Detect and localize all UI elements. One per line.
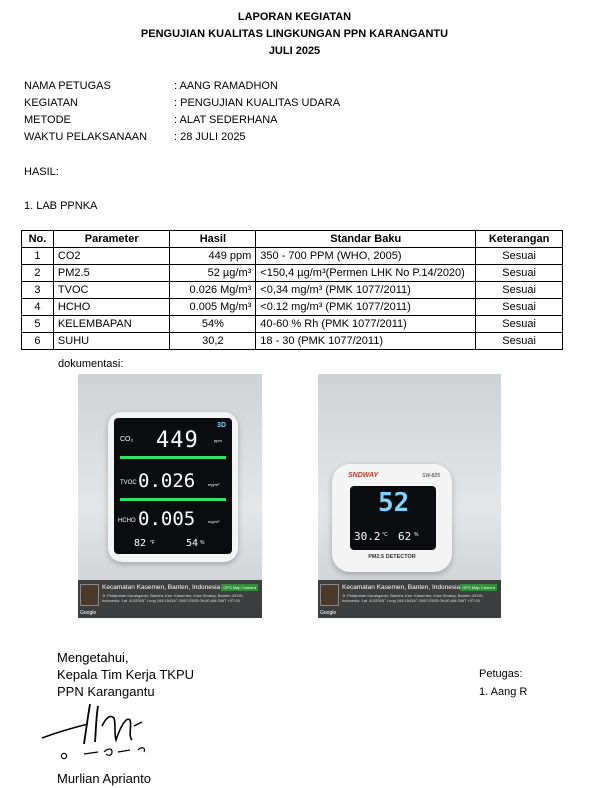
officer-label: NAMA PETUGAS: [24, 80, 111, 92]
co2-level-bar: [120, 456, 226, 459]
cell-no: 6: [22, 333, 54, 350]
cell-hasil: 0.005 Mg/m³: [170, 299, 256, 316]
table-row: [22, 248, 563, 265]
tvoc-unit: mg/m³: [208, 482, 220, 487]
cell-no: 3: [22, 282, 54, 299]
pm25-screen: [350, 486, 436, 550]
officer-sign-name: 1. Aang R: [479, 686, 528, 698]
temp-reading: 82: [134, 538, 147, 549]
results-table: [21, 230, 563, 350]
co2-unit: ppm: [214, 438, 222, 443]
header-keterangan: Keterangan: [476, 231, 563, 248]
gps-overlay: [318, 580, 501, 618]
temp-reading-2: 30.2: [354, 530, 381, 543]
table-row: [22, 299, 563, 316]
cell-standar: 18 - 30 (PMK 1077/2011): [256, 333, 476, 350]
handwritten-signature: [38, 696, 158, 762]
header-hasil: Hasil: [170, 231, 256, 248]
date-label: WAKTU PELAKSANAAN: [24, 131, 148, 143]
approver-office: PPN Karangantu: [57, 684, 155, 699]
cell-no: 1: [22, 248, 54, 265]
cell-keterangan: Sesuai: [476, 299, 563, 316]
cell-standar: 350 - 700 PPM (WHO, 2005): [256, 248, 476, 265]
location-address: Jl. Pelabuhan Karangantu, Banten, Kec. Kasemen, Kota Serang, Banten 42191, Indonesia. Lat -6.02918° Long 106.15434° 28/07/2025 09:40 AM GMT +07:00: [342, 593, 484, 603]
hasil-label: HASIL:: [24, 166, 59, 178]
map-thumbnail: [320, 584, 339, 606]
cell-keterangan: Sesuai: [476, 282, 563, 299]
officer-sign-label: Petugas:: [479, 668, 523, 680]
pm25-reading: 52: [378, 488, 410, 518]
header-no: No.: [22, 231, 54, 248]
air-monitor-screen: [114, 418, 232, 554]
date-value: : 28 JULI 2025: [174, 131, 246, 143]
gps-badge: GPS Map Camera: [223, 585, 256, 590]
activity-label: KEGIATAN: [24, 97, 78, 109]
cell-no: 4: [22, 299, 54, 316]
tvoc-label: TVOC: [120, 480, 137, 486]
cell-hasil: 54%: [170, 316, 256, 333]
table-row: [22, 282, 563, 299]
tvoc-reading: 0.026: [138, 470, 196, 492]
method-value: : ALAT SEDERHANA: [174, 114, 278, 126]
report-subtitle: PENGUJIAN KUALITAS LINGKUNGAN PPN KARANGANTU: [140, 28, 449, 40]
cell-keterangan: Sesuai: [476, 248, 563, 265]
temp-unit: °F: [150, 540, 156, 546]
header-parameter: Parameter: [53, 231, 170, 248]
cell-standar: 40-60 % Rh (PMK 1077/2011): [256, 316, 476, 333]
humidity-unit: %: [200, 540, 205, 546]
cell-keterangan: Sesuai: [476, 333, 563, 350]
cell-parameter: CO2: [53, 248, 170, 265]
location-title: Kecamatan Kasemen, Banten, Indonesia: [102, 584, 221, 591]
cell-hasil: 30,2: [170, 333, 256, 350]
brand-logo: SNDWAY: [348, 472, 379, 479]
cell-keterangan: Sesuai: [476, 316, 563, 333]
mode-label: 3D: [217, 422, 226, 429]
cell-hasil: 449 ppm: [170, 248, 256, 265]
cell-parameter: HCHO: [53, 299, 170, 316]
hcho-label: HCHO: [118, 518, 136, 524]
report-title: LAPORAN KEGIATAN: [237, 11, 352, 23]
cell-no: 2: [22, 265, 54, 282]
photo-pm25-detector: [318, 374, 501, 618]
model-label: SW-825: [422, 473, 440, 479]
table-row: [22, 333, 563, 350]
cell-standar: <150,4 µg/m³(Permen LHK No P.14/2020): [256, 265, 476, 282]
google-logo: Google: [80, 610, 97, 616]
gps-overlay: [78, 580, 262, 618]
cell-no: 5: [22, 316, 54, 333]
pm25-device: [332, 464, 452, 572]
section-title: 1. LAB PPNKA: [24, 200, 98, 212]
cell-standar: <0.12 mg/m³ (PMK 1077/2011): [256, 299, 476, 316]
humidity-unit-2: %: [414, 532, 419, 538]
tvoc-level-bar: [120, 498, 226, 501]
detector-label: PM2.5 DETECTOR: [368, 554, 416, 560]
cell-parameter: PM2.5: [53, 265, 170, 282]
gps-badge: GPS Map Camera: [462, 585, 495, 590]
activity-value: : PENGUJIAN KUALITAS UDARA: [174, 97, 341, 109]
hcho-unit: mg/m³: [208, 519, 220, 524]
co2-label: CO₂: [120, 436, 134, 443]
cell-parameter: SUHU: [53, 333, 170, 350]
table-header-row: [22, 231, 563, 248]
temp-unit-2: °C: [382, 532, 388, 538]
cell-hasil: 52 µg/m³: [170, 265, 256, 282]
google-logo: Google: [320, 610, 337, 616]
cell-parameter: TVOC: [53, 282, 170, 299]
cell-hasil: 0.026 Mg/m³: [170, 282, 256, 299]
humidity-reading: 54: [186, 538, 199, 549]
humidity-reading-2: 62: [398, 530, 412, 543]
table-row: [22, 265, 563, 282]
header-standar: Standar Baku: [256, 231, 476, 248]
location-address: Jl. Pelabuhan Karangantu, Banten, Kec. Kasemen, Kota Serang, Banten 42191, Indonesia. Lat -6.02918° Long 106.15434° 28/07/2025 09:40 AM GMT +07:00: [102, 593, 244, 603]
acknowledged-label: Mengetahui,: [57, 650, 129, 665]
method-label: METODE: [24, 114, 71, 126]
dokumentasi-label: dokumentasi:: [58, 358, 124, 370]
table-row: [22, 316, 563, 333]
air-monitor-device: [108, 412, 238, 562]
cell-parameter: KELEMBAPAN: [53, 316, 170, 333]
officer-value: : AANG RAMADHON: [174, 80, 278, 92]
location-title: Kecamatan Kasemen, Banten, Indonesia: [342, 584, 461, 591]
approver-position: Kepala Tim Kerja TKPU: [57, 667, 195, 682]
approver-name: Murlian Aprianto: [57, 771, 151, 786]
map-thumbnail: [80, 584, 99, 606]
cell-keterangan: Sesuai: [476, 265, 563, 282]
co2-reading: 449: [156, 428, 199, 453]
report-period: JULI 2025: [268, 45, 321, 57]
photo-air-monitor: [78, 374, 262, 618]
hcho-reading: 0.005: [138, 508, 196, 530]
cell-standar: <0,34 mg/m³ (PMK 1077/2011): [256, 282, 476, 299]
